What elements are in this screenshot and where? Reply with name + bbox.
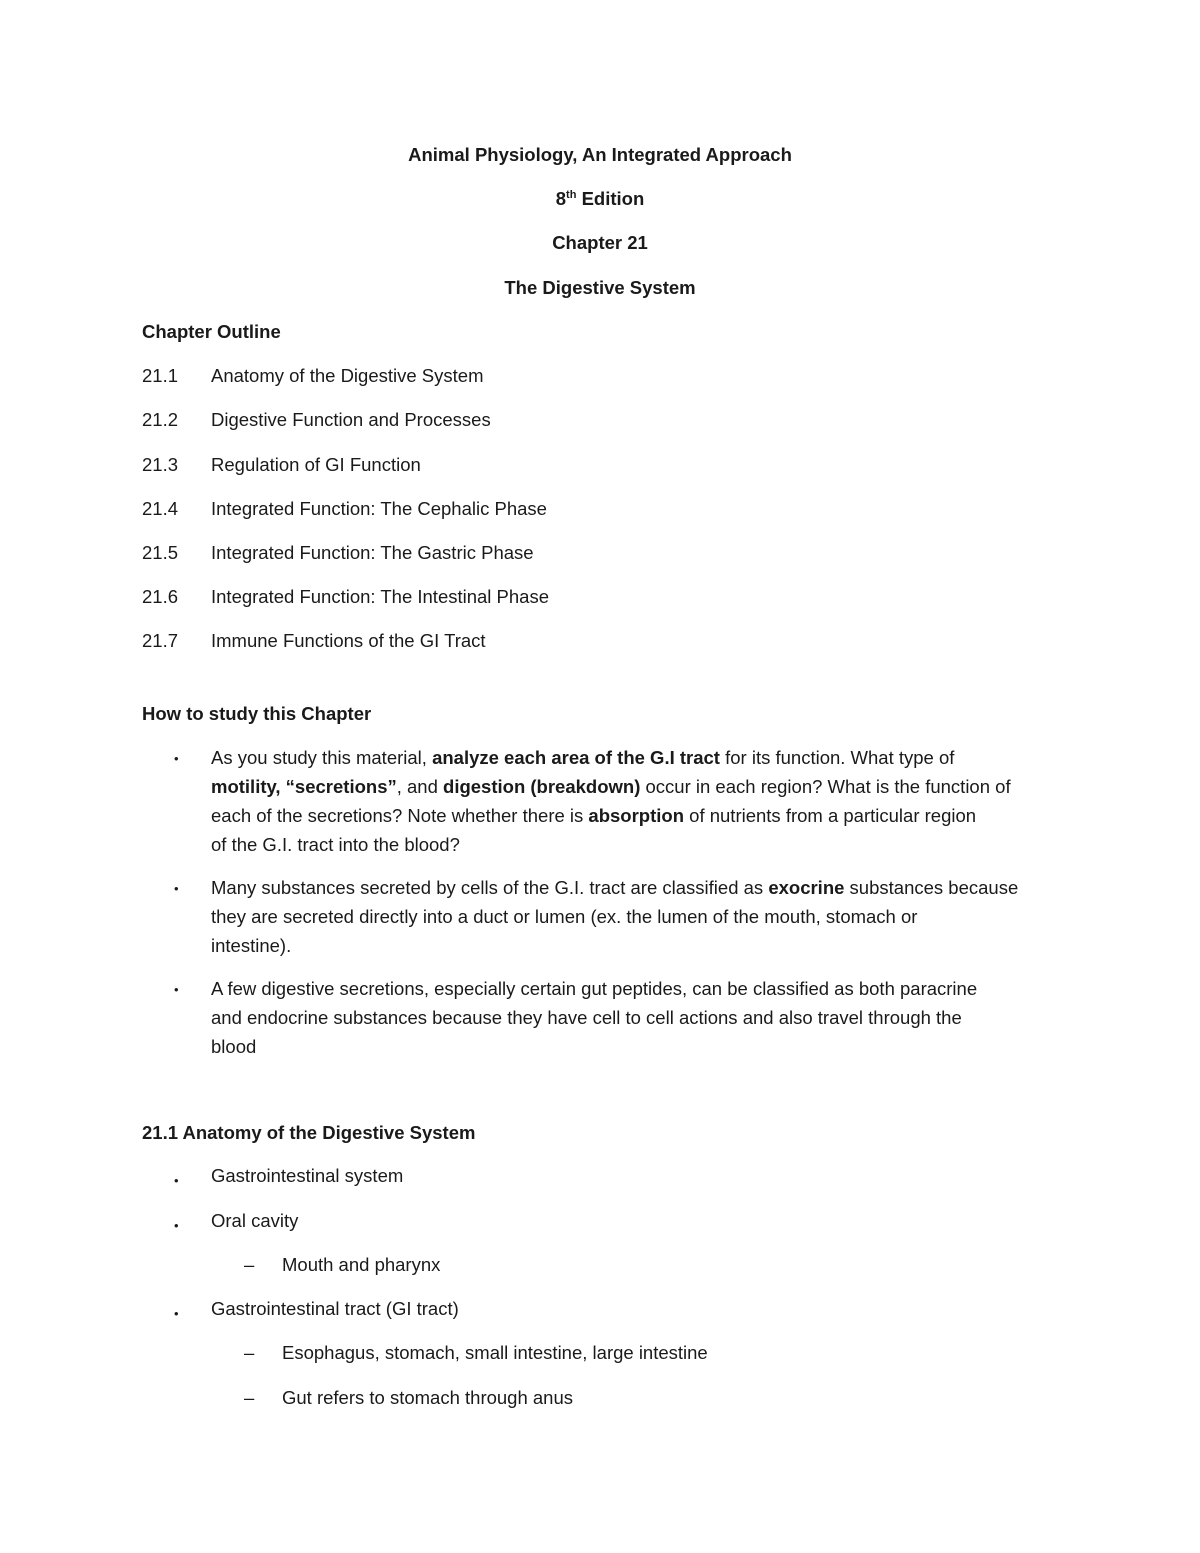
outline-item-num: 21.5 — [142, 542, 179, 563]
book-title: Animal Physiology, An Integrated Approach — [408, 144, 792, 165]
dash-icon: – — [244, 1254, 255, 1275]
text-run: As you study this material, — [211, 747, 433, 768]
outline-item-text: Integrated Function: The Cephalic Phase — [211, 498, 547, 519]
anatomy-subitem: Esophagus, stomach, small intestine, large intestine — [282, 1342, 708, 1363]
paragraph-line — [211, 801, 1071, 830]
outline-item-num: 21.3 — [142, 454, 179, 475]
paragraph-line: and endocrine substances because they have cell to cell actions and also travel through the — [211, 1007, 962, 1028]
study-paragraph-3 — [211, 974, 1071, 1061]
outline-item-text: Digestive Function and Processes — [211, 409, 491, 430]
emphasis-text: digestion (breakdown) — [443, 776, 641, 797]
paragraph-line — [211, 772, 1071, 801]
paragraph-line: they are secreted directly into a duct or lumen (ex. the lumen of the mouth, stomach or — [211, 906, 918, 927]
outline-heading: Chapter Outline — [142, 321, 281, 342]
emphasis-text: analyze each area of the G.I tract — [432, 747, 720, 768]
study-paragraph-2 — [211, 873, 1071, 960]
edition-line — [0, 188, 1200, 210]
outline-item-num: 21.2 — [142, 409, 179, 430]
outline-item-num: 21.6 — [142, 586, 179, 607]
emphasis-text: exocrine — [768, 877, 845, 898]
paragraph-line — [211, 743, 1071, 772]
paragraph-line: intestine). — [211, 935, 292, 956]
edition-word: Edition — [581, 188, 645, 209]
paragraph-line: A few digestive secretions, especially certain gut peptides, can be classified as both paracrine — [211, 978, 978, 999]
anatomy-subitem: Mouth and pharynx — [282, 1254, 441, 1275]
outline-item-text: Regulation of GI Function — [211, 454, 421, 475]
bullet-icon: • — [174, 751, 179, 766]
paragraph-line: blood — [211, 1036, 257, 1057]
bullet-icon: • — [174, 1306, 179, 1321]
anatomy-item: Gastrointestinal system — [211, 1165, 404, 1186]
text-run: each of the secretions? Note whether there is — [211, 805, 589, 826]
outline-item-text: Anatomy of the Digestive System — [211, 365, 484, 386]
text-run: substances because — [844, 877, 1019, 898]
chapter-number: Chapter 21 — [552, 232, 648, 253]
anatomy-subitem: Gut refers to stomach through anus — [282, 1387, 574, 1408]
outline-item-text: Integrated Function: The Gastric Phase — [211, 542, 534, 563]
dash-icon: – — [244, 1342, 255, 1363]
text-run: , and — [396, 776, 444, 797]
emphasis-text: motility, “secretions” — [211, 776, 397, 797]
text-run: of nutrients from a particular region — [684, 805, 977, 826]
section-heading: 21.1 Anatomy of the Digestive System — [142, 1122, 476, 1143]
outline-item-num: 21.1 — [142, 365, 179, 386]
outline-item-num: 21.4 — [142, 498, 179, 519]
paragraph-line: of the G.I. tract into the blood? — [211, 834, 460, 855]
bullet-icon: • — [174, 982, 179, 997]
bullet-icon: • — [174, 881, 179, 896]
study-heading: How to study this Chapter — [142, 703, 372, 724]
outline-item-text: Immune Functions of the GI Tract — [211, 630, 486, 651]
outline-item-text: Integrated Function: The Intestinal Phase — [211, 586, 550, 607]
chapter-title: The Digestive System — [504, 277, 696, 298]
outline-item-num: 21.7 — [142, 630, 179, 651]
edition-suffix: th — [566, 188, 577, 201]
text-run: occur in each region? What is the function of — [640, 776, 1011, 797]
text-run: for its function. What type of — [719, 747, 955, 768]
edition-number: 8 — [555, 188, 567, 209]
emphasis-text: absorption — [588, 805, 685, 826]
paragraph-line — [211, 873, 1071, 902]
text-run: Many substances secreted by cells of the G.I. tract are classified as — [211, 877, 769, 898]
dash-icon: – — [244, 1387, 255, 1408]
anatomy-item: Oral cavity — [211, 1210, 299, 1231]
bullet-icon: • — [174, 1173, 179, 1188]
study-paragraph-1 — [211, 743, 1071, 859]
anatomy-item: Gastrointestinal tract (GI tract) — [211, 1298, 459, 1319]
bullet-icon: • — [174, 1218, 179, 1233]
